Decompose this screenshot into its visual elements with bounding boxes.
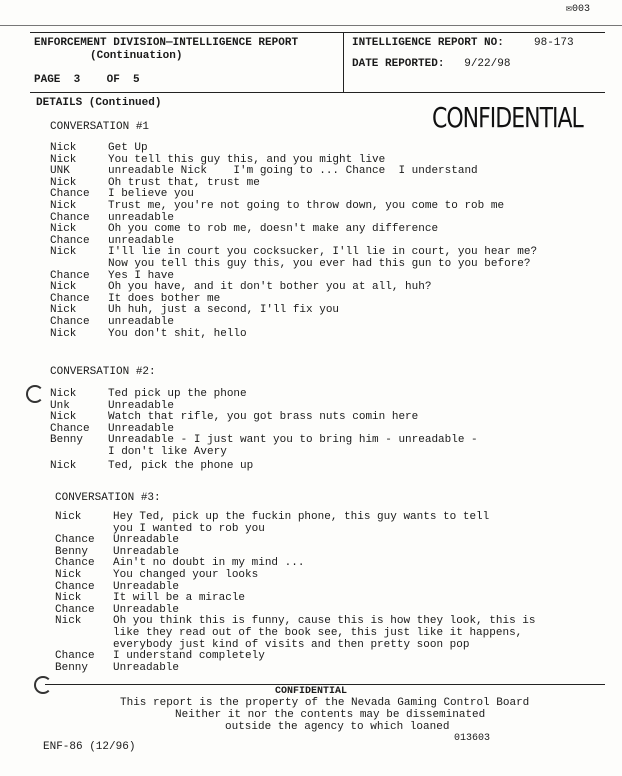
speaker: Nick [50, 304, 77, 317]
document-number: 013603 [454, 733, 491, 744]
date-value: 9/22/98 [464, 58, 511, 70]
top-fax-rule [0, 25, 622, 26]
utterance: Oh trust that, trust me [108, 176, 260, 189]
utterance: Unreadable [113, 603, 180, 616]
transcript-line [55, 628, 535, 640]
utterance: Unreadable [113, 545, 180, 558]
utterance: Watch that rifle, you got brass nuts comin here [108, 411, 419, 424]
report-no-value: 98-173 [534, 37, 574, 49]
speaker: Chance [50, 422, 90, 435]
utterance: I'll lie in court you cocksucker, I'll lie in court, you hear me? [108, 246, 538, 259]
speaker [55, 628, 113, 640]
transcript-line [50, 317, 537, 329]
binder-hole-mark [26, 385, 44, 403]
page-indicator [34, 74, 140, 86]
transcript-line [50, 461, 478, 473]
speaker: Nick [55, 511, 82, 523]
utterance: Unreadable [113, 661, 180, 674]
speaker: Chance [55, 534, 95, 547]
utterance: unreadable [108, 211, 175, 224]
utterance: It will be a miracle [113, 592, 246, 605]
conversation-3-transcript [55, 512, 535, 674]
header-divider [343, 32, 344, 92]
conversation-2-title: CONVERSATION #2: [50, 366, 156, 378]
date-label: DATE REPORTED: [352, 58, 445, 70]
utterance: unreadable [108, 315, 175, 328]
fax-page-stamp: ✉003 [566, 4, 591, 15]
speaker: Nick [50, 176, 77, 189]
conversation-2-transcript [50, 389, 478, 472]
speaker: Chance [50, 234, 90, 247]
header-top-rule [30, 32, 605, 33]
conversation-1-transcript [50, 143, 537, 340]
speaker: Nick [55, 568, 82, 581]
utterance: Unreadable [108, 422, 175, 435]
utterance: Unreadable [113, 534, 180, 547]
transcript-line [50, 201, 537, 213]
utterance: Ted, pick the phone up [108, 459, 254, 472]
utterance: It does bother me [108, 292, 221, 305]
footer-confidential: CONFIDENTIAL [274, 686, 347, 697]
utterance: Ted pick up the phone [108, 388, 247, 400]
speaker: Benny [55, 545, 89, 558]
footer-agency-line: outside the agency to which loaned [225, 721, 450, 733]
speaker: UNK [50, 165, 70, 178]
speaker: Nick [50, 153, 77, 166]
speaker: Nick [50, 459, 77, 472]
utterance: Unreadable [113, 580, 180, 593]
utterance: You tell this guy this, and you might live [108, 153, 386, 166]
transcript-line [50, 143, 537, 155]
speaker: Chance [50, 188, 90, 201]
speaker: Chance [50, 315, 90, 328]
transcript-line [55, 593, 535, 605]
utterance: Unreadable - I just want you to bring him - unreadable - [108, 434, 478, 447]
utterance: you I wanted to rob you [113, 522, 265, 535]
speaker: Nick [55, 615, 82, 628]
speaker: Chance [55, 580, 95, 593]
confidential-stamp: CONFIDENTIAL [432, 103, 583, 135]
utterance: Get Up [108, 142, 148, 154]
page-number: 3 [73, 74, 81, 86]
utterance: Uh huh, just a second, I'll fix you [108, 304, 340, 317]
utterance: You changed your looks [113, 568, 259, 581]
page-total: 5 [133, 74, 140, 86]
utterance: Trust me, you're not going to throw down, you come to rob me [108, 199, 505, 212]
date-reported-field [352, 58, 510, 70]
utterance: Hey Ted, pick up the fuckin phone, this guy wants to tell [113, 511, 490, 523]
of-label: OF [106, 74, 120, 86]
speaker: Chance [50, 269, 90, 282]
speaker: Nick [50, 246, 77, 259]
utterance: Ain't no doubt in my mind ... [113, 557, 305, 570]
speaker [50, 259, 108, 271]
utterance: like they read out of the book see, this just like it happens, [113, 626, 523, 639]
speaker: Nick [50, 223, 77, 236]
transcript-line [55, 512, 535, 524]
speaker: Chance [55, 557, 95, 570]
speaker: Benny [55, 661, 89, 674]
continuation-label: (Continuation) [90, 50, 183, 62]
transcript-line [55, 570, 535, 582]
transcript-line [50, 259, 537, 271]
utterance: Oh you have, and it don't bother you at all, huh? [108, 281, 432, 294]
utterance: Oh you come to rob me, doesn't make any difference [108, 223, 439, 236]
utterance: unreadable [108, 234, 175, 247]
speaker: Nick [55, 592, 82, 605]
footer-rule [45, 684, 605, 685]
speaker [50, 447, 108, 459]
header-bottom-rule [30, 92, 605, 93]
speaker: Chance [55, 650, 95, 663]
transcript-line [50, 447, 478, 459]
speaker: Chance [50, 211, 90, 224]
utterance: I believe you [108, 188, 194, 201]
page-label: PAGE [34, 74, 61, 86]
transcript-line [55, 651, 535, 663]
speaker: Nick [50, 142, 77, 154]
transcript-line [50, 329, 537, 341]
utterance: Yes I have [108, 269, 175, 282]
speaker: Nick [50, 199, 77, 212]
speaker: Nick [50, 388, 77, 400]
speaker: Nick [50, 281, 77, 294]
transcript-line [50, 224, 537, 236]
transcript-line [55, 663, 535, 675]
division-title: ENFORCEMENT DIVISION—INTELLIGENCE REPORT [34, 37, 299, 49]
utterance: I understand completely [113, 650, 265, 663]
form-id: ENF-86 (12/96) [43, 741, 136, 753]
transcript-line [50, 389, 478, 401]
utterance: Unreadable [108, 399, 175, 412]
speaker: Nick [50, 411, 77, 424]
utterance: I don't like Avery [108, 445, 227, 458]
speaker: Chance [55, 603, 95, 616]
footer-property-line: This report is the property of the Nevada Gaming Control Board [120, 697, 530, 709]
details-heading: DETAILS (Continued) [36, 97, 162, 109]
report-no-label: INTELLIGENCE REPORT NO: [352, 37, 504, 49]
footer-dissemination-line: Neither it nor the contents may be disseminated [175, 709, 486, 721]
speaker: Chance [50, 292, 90, 305]
speaker: Nick [50, 327, 77, 340]
conversation-1-title: CONVERSATION #1 [50, 121, 150, 133]
transcript-line [50, 282, 537, 294]
utterance: You don't shit, hello [108, 327, 247, 340]
utterance: Now you tell this guy this, you ever had this gun to you before? [108, 257, 531, 270]
speaker: Unk [50, 399, 70, 412]
utterance: Oh you think this is funny, cause this is how they look, this is [113, 615, 536, 628]
report-number-field [352, 37, 574, 49]
utterance: unreadable Nick I'm going to ... Chance I understand [108, 165, 478, 178]
utterance: everybody just kind of visits and then pretty soon pop [113, 638, 470, 651]
speaker: Benny [50, 434, 84, 447]
conversation-3-title: CONVERSATION #3: [55, 492, 161, 504]
